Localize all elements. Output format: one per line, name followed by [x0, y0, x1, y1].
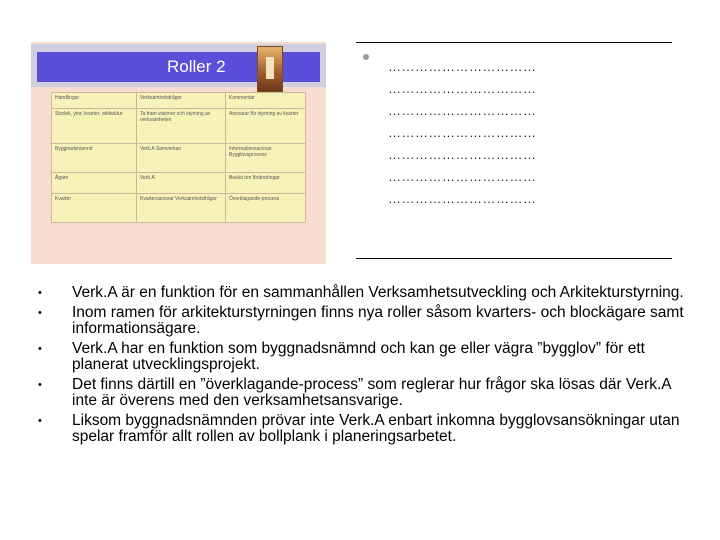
bullet-icon: •	[38, 379, 42, 391]
bullet-text: Inom ramen för arkitekturstyrningen finns nya roller såsom kvarters- och blockägare samt informationsägare.	[72, 304, 684, 337]
dotted-line: ……………………………	[388, 147, 537, 162]
table-cell: Ta fram visioner och styrning av verksamheten	[137, 109, 226, 144]
table-cell: Ägare	[52, 173, 137, 194]
bullet-icon: •	[38, 287, 42, 299]
thumbnail-table	[51, 92, 306, 223]
table-cell: Ansvarar för styrning av kvarter	[226, 109, 306, 144]
dotted-line: ……………………………	[388, 81, 537, 96]
thumbnail-title: Roller 2	[167, 57, 226, 76]
table-cell: Informationsansvar Bygglovsprocess	[226, 144, 306, 173]
bullet-text: Verk.A är en funktion för en sammanhållen Verksamhetsutveckling och Arkitekturstyrning.	[72, 284, 684, 301]
placeholder-top-rule	[356, 42, 672, 43]
bullet-list	[38, 285, 698, 449]
table-cell: Byggnadsnämnd	[52, 144, 137, 173]
table-cell: Kvartersansvar Verksamhetsfrågor	[137, 194, 226, 223]
slide-thumbnail	[31, 42, 326, 264]
dotted-line: ……………………………	[388, 59, 537, 74]
dotted-line: ……………………………	[388, 125, 537, 140]
placeholder-bottom-rule	[356, 258, 672, 259]
placeholder-bullet-icon	[363, 54, 369, 60]
table-cell: Verk.A	[137, 173, 226, 194]
list-item	[38, 341, 698, 373]
bullet-text: Verk.A har en funktion som byggnadsnämnd och kan ge eller vägra ”bygglov” för ett planerat utvecklingsprojekt.	[72, 340, 645, 373]
thumbnail-picture	[257, 46, 283, 92]
table-header: Kommentar	[226, 93, 306, 109]
bullet-text: Det finns därtill en ”överklagande-process” som reglerar hur frågor ska lösas där Verk.A inte är överens med den verksamhetsansvarige.	[72, 376, 671, 409]
bullet-icon: •	[38, 307, 42, 319]
placeholder-dotted-lines	[388, 59, 648, 213]
table-cell: Beslut om förändringar	[226, 173, 306, 194]
list-item	[38, 285, 698, 301]
bullet-icon: •	[38, 343, 42, 355]
table-header: Verksamhetsfrågor	[137, 93, 226, 109]
table-cell: Överklagande-process	[226, 194, 306, 223]
table-cell: Storlek, ytor, kvarter, arkitektur	[52, 109, 137, 144]
bullet-text: Liksom byggnadsnämnden prövar inte Verk.A enbart inkomna bygglovsansökningar utan spelar framför allt rollen av bollplank i planeringsarbetet.	[72, 412, 680, 445]
list-item	[38, 377, 698, 409]
list-item	[38, 413, 698, 445]
dotted-line: ……………………………	[388, 103, 537, 118]
list-item	[38, 305, 698, 337]
dotted-line: ……………………………	[388, 191, 537, 206]
dotted-line: ……………………………	[388, 169, 537, 184]
bullet-icon: •	[38, 415, 42, 427]
table-cell: Kvarter	[52, 194, 137, 223]
table-header: Handlingar	[52, 93, 137, 109]
table-cell: Verk.A Samverkan	[137, 144, 226, 173]
